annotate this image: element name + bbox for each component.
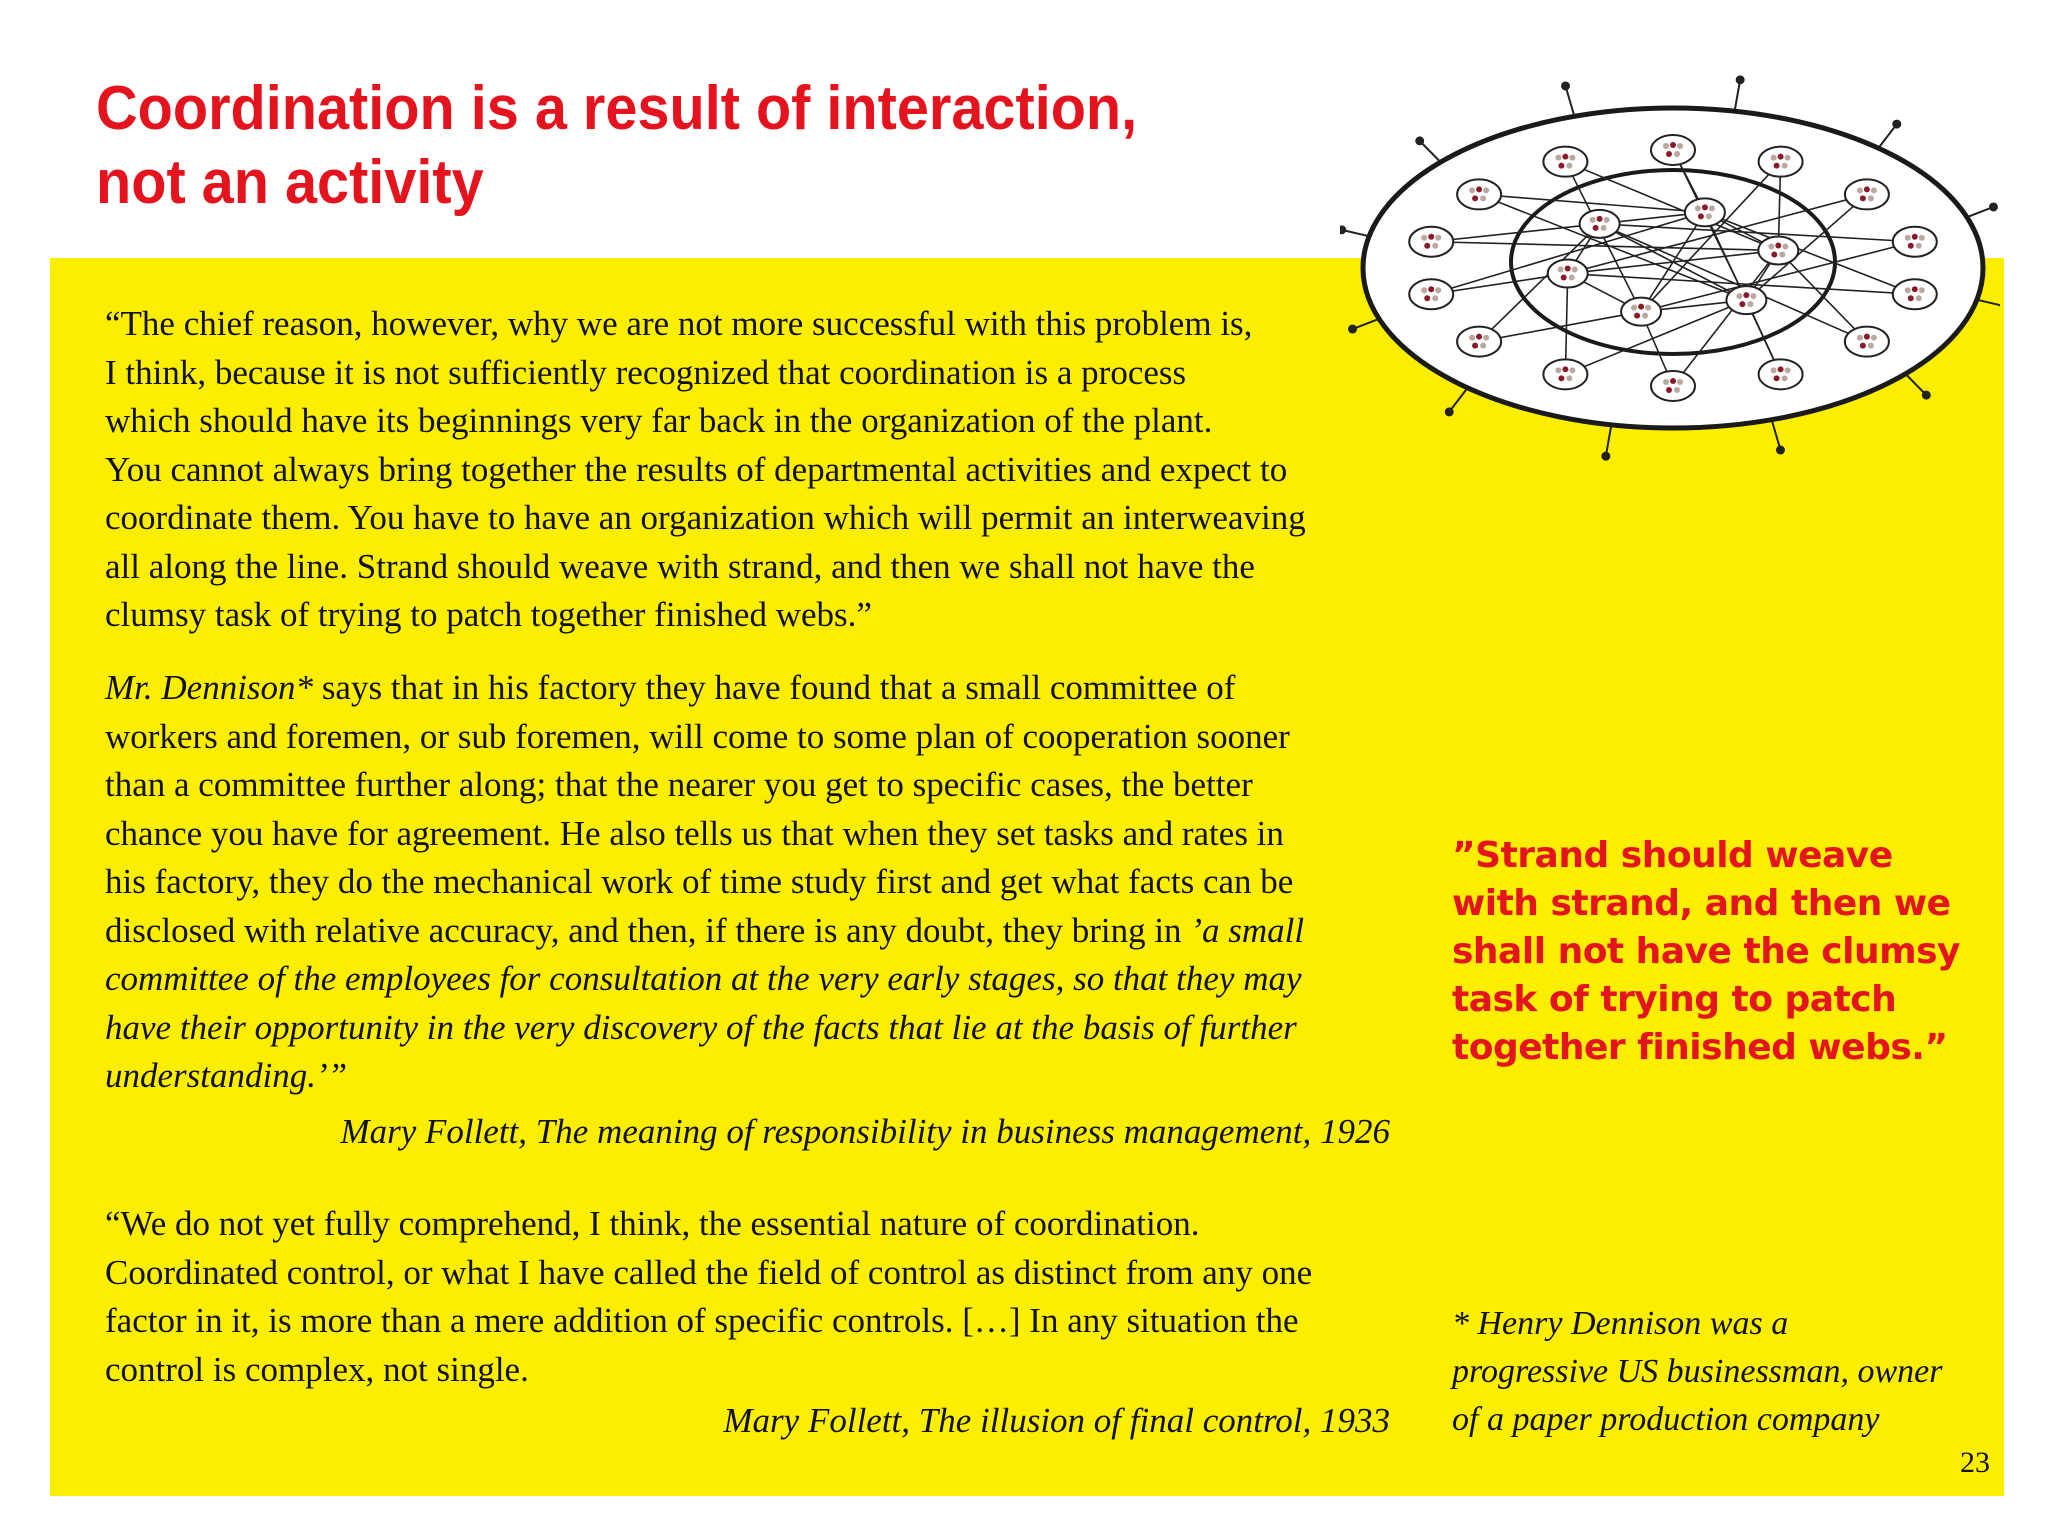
pull-quote-line: with strand, and then we xyxy=(1452,883,1951,924)
diagram-arrowhead xyxy=(1990,203,1997,210)
diagram-arrowhead xyxy=(1923,392,1930,399)
pull-quote-line: ”Strand should weave xyxy=(1452,835,1893,876)
footnote-line: of a paper production company xyxy=(1452,1401,1880,1438)
quote2-line: factor in it, is more than a mere addition of specific controls. […] In any situation the xyxy=(105,1301,1299,1340)
page-title xyxy=(96,72,1212,220)
para2-line1-rest: says that in his factory they have found that a small committee of xyxy=(313,668,1236,707)
quote1-line: “The chief reason, however, why we are not more successful with this problem is, xyxy=(105,304,1253,343)
citation-1: Mary Follett, The meaning of responsibility in business management, 1926 xyxy=(340,1112,1390,1151)
quote1-line: which should have its beginnings very far back in the organization of the plant. xyxy=(105,401,1213,440)
quote1-line: You cannot always bring together the results of departmental activities and expect to xyxy=(105,449,1288,489)
pull-quote-line: shall not have the clumsy xyxy=(1452,931,1961,972)
pull-quote-line: task of trying to patch xyxy=(1452,979,1897,1020)
diagram-arrowhead xyxy=(1602,453,1609,460)
quote2-line: control is complex, not single. xyxy=(105,1349,529,1389)
diagram-node xyxy=(1651,135,1695,165)
quote1-line: all along the line. Strand should weave with strand, and then we shall not have the xyxy=(105,546,1255,586)
diagram-node xyxy=(1409,279,1453,309)
diagram-node xyxy=(1543,359,1587,389)
diagram-arrowhead xyxy=(1416,137,1423,144)
page-number: 23 xyxy=(1960,1446,1990,1479)
diagram-node xyxy=(1548,260,1588,288)
para2-line: than a committee further along; that the nearer you get to specific cases, the better xyxy=(105,765,1253,804)
diagram-node xyxy=(1580,210,1620,238)
quote-block-1 xyxy=(105,300,1405,640)
para2-italic-line: understanding.’” xyxy=(105,1056,348,1095)
diagram-arrowhead xyxy=(1737,76,1744,83)
diagram-arrowhead xyxy=(1893,121,1900,128)
pull-quote xyxy=(1452,832,2012,1072)
diagram-node xyxy=(1893,279,1937,309)
para2-line: his factory, they do the mechanical work of time study first and get what facts can be xyxy=(105,862,1294,901)
diagram-node xyxy=(1685,198,1725,226)
network-diagram-icon xyxy=(1340,50,2000,480)
quote-block-2 xyxy=(105,1200,1405,1394)
para2-line6-italic: ’a small xyxy=(1190,910,1305,950)
paragraph-dennison xyxy=(105,664,1405,1101)
diagram-node xyxy=(1409,227,1453,257)
para2-line: chance you have for agreement. He also tells us that when they set tasks and rates in xyxy=(105,813,1284,853)
diagram-arrowhead xyxy=(1777,447,1784,454)
diagram-node xyxy=(1543,147,1587,177)
diagram-node xyxy=(1621,298,1661,326)
diagram-node xyxy=(1759,359,1803,389)
para2-line xyxy=(105,907,1405,956)
citation-2: Mary Follett, The illusion of final control, 1933 xyxy=(723,1401,1390,1440)
diagram-node xyxy=(1758,236,1798,264)
para2-line: workers and foremen, or sub foremen, will come to some plan of cooperation sooner xyxy=(105,716,1290,756)
diagram-arrowhead xyxy=(1446,408,1453,415)
diagram-arrowhead xyxy=(1340,226,1345,233)
quote1-line: I think, because it is not sufficiently recognized that coordination is a process xyxy=(105,352,1187,392)
page-title-line-2: not an activity xyxy=(96,148,484,217)
quote2-line: “We do not yet fully comprehend, I think, the essential nature of coordination. xyxy=(105,1204,1200,1243)
quote1-line: coordinate them. You have to have an organization which will permit an interweaving xyxy=(105,498,1306,537)
page-title-line-1: Coordination is a result of interaction, xyxy=(96,74,1138,143)
diagram-arrowhead xyxy=(1562,82,1569,89)
diagram-node xyxy=(1457,179,1501,209)
para2-line xyxy=(105,664,1405,713)
footnote-line: progressive US businessman, owner xyxy=(1452,1353,1943,1390)
diagram-node xyxy=(1651,371,1695,401)
quote1-line: clumsy task of trying to patch together finished webs.” xyxy=(105,595,872,634)
diagram-node xyxy=(1759,147,1803,177)
para2-line6-regular: disclosed with relative accuracy, and then, if there is any doubt, they bring in xyxy=(105,910,1191,950)
diagram-node xyxy=(1893,227,1937,257)
para2-italic-line: have their opportunity in the very discovery of the facts that lie at the basis of further xyxy=(105,1007,1297,1047)
footnote-line: * Henry Dennison was a xyxy=(1452,1305,1789,1342)
diagram-arrow xyxy=(1979,300,2000,306)
footnote xyxy=(1452,1300,2012,1444)
diagram-node xyxy=(1726,286,1766,314)
diagram-node xyxy=(1845,179,1889,209)
diagram-node xyxy=(1845,327,1889,357)
quote2-line: Coordinated control, or what I have called the field of control as distinct from any one xyxy=(105,1252,1313,1292)
dennison-name: Mr. Dennison* xyxy=(105,668,314,707)
diagram-node xyxy=(1457,327,1501,357)
para2-italic-line: committee of the employees for consultation at the very early stages, so that they may xyxy=(105,959,1302,998)
pull-quote-line: together finished webs.” xyxy=(1452,1027,1948,1068)
